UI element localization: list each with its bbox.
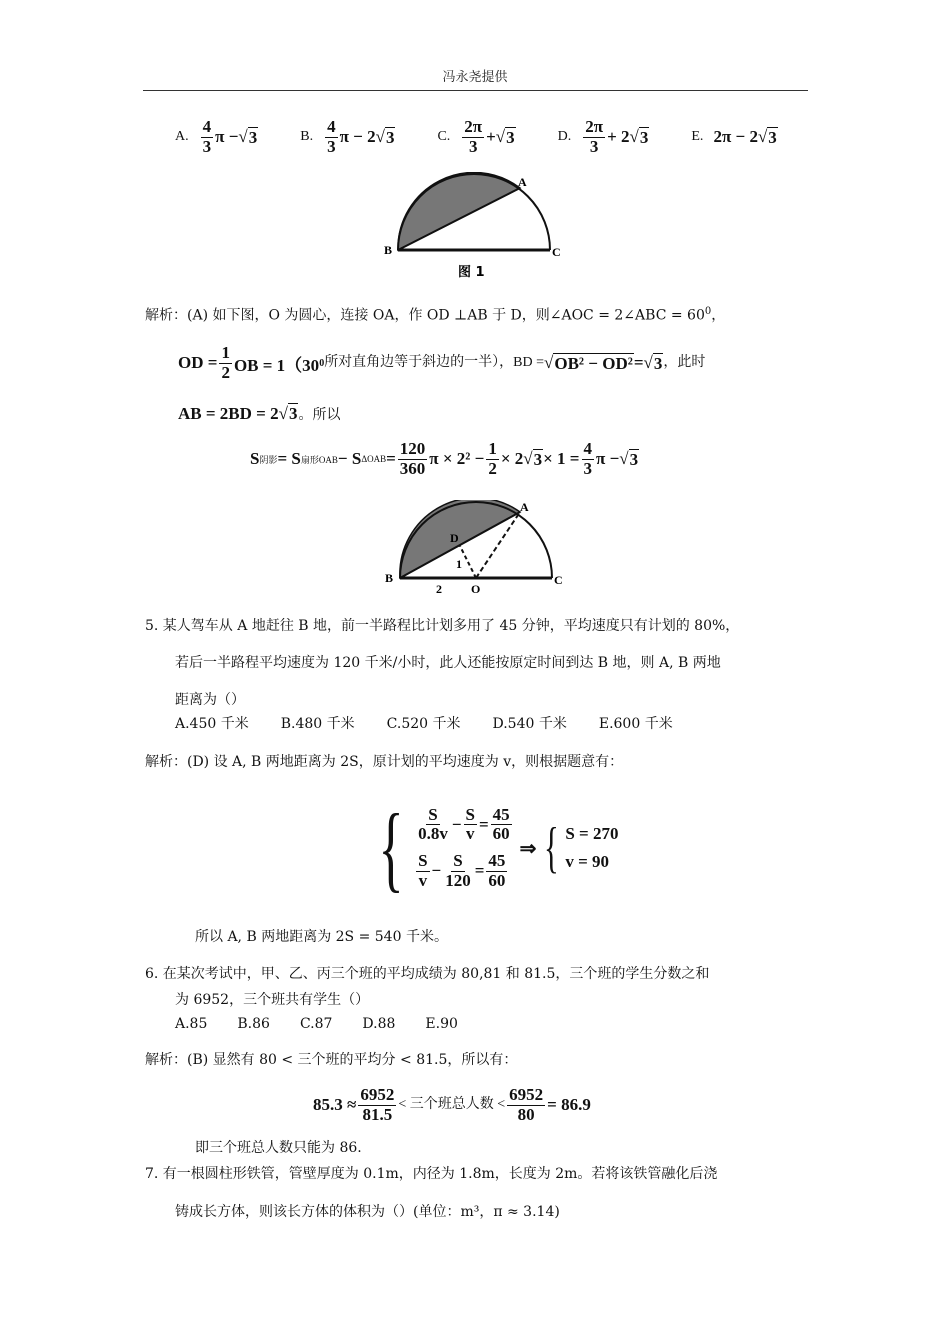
fig2-label-c: C [554,573,563,587]
fig2-od-dashed [460,546,476,578]
figure-1 [380,172,570,284]
q6-options [175,1016,458,1033]
q6-conclusion: 即三个班总人数只能为 86. [195,1140,362,1156]
q4-solution-line2: OD = $\frac{1}{2}$ OB = 1（30 0 所对直角边等于斜边的一半），BD = √ OB² − OD² = √ 3 ，此时 [178,343,706,382]
q5-line1: 5. 某人驾车从 A 地赶往 B 地，前一半路程比计划多用了 45 分钟，平均速度只有计划的 80%， [145,618,740,634]
q5-option-b: B.480 千米 [280,716,355,732]
q5-solution: 解析：(D) 设 A, B 两地距离为 2S，原计划的平均速度为 v，则根据题意有： [145,754,624,770]
q5-options [175,716,673,733]
fig2-label-2: 2 [436,582,442,596]
q6-option-a: A.85 [175,1016,208,1032]
q5-option-e: E.600 千米 [598,716,673,732]
q5-option-d: D.540 千米 [492,716,567,732]
q4-solution-line1: 解析：(A) 如下图，O 为圆心，连接 OA，作 OD ⊥AB 于 D，则∠AOC = 2∠ABC = $60^0$， [145,306,726,324]
q4-option-a: A. $\frac{4}{3}$ π − √ 3 [175,117,258,156]
q4-solution-line3: AB = 2BD = 2√3。所以 [178,404,341,423]
q5-result-v: v = 90 [565,852,610,871]
q6-option-b: B.86 [237,1016,270,1032]
fig1-label-b: B [384,243,393,257]
fig1-shaded-segment [398,172,520,250]
q6-line1: 6. 在某次考试中，甲、乙、丙三个班的平均成绩为 80,81 和 81.5，三个班的学生分数之和 [145,966,710,982]
q6-solution: 解析：(B) 显然有 80 < 三个班的平均分 < 81.5，所以有： [145,1052,518,1068]
q4-option-c: C. $\frac{2\pi}{3}$ + √ 3 [437,117,515,156]
fig2-label-1: 1 [456,557,462,571]
q4-solution-area-formula: S 阴影 = S 扇形OAB − S ΔOAB = $\frac{120}{360}$ π × 2² − $\frac{1}{2}$ × 2 √ 3 × 1 = $\frac{4}{3}$ π − √ 3 [250,439,639,478]
q4-options [175,118,778,156]
q5-option-c: C.520 千米 [386,716,461,732]
fig1-label-c: C [552,245,561,259]
fig2-label-a: A [520,500,529,514]
fig2-label-b: B [385,571,394,585]
figure-2 [380,500,570,596]
q5-equation-system: { $\frac{S}{0.8v}$ − $\frac{S}{v}$ = $\frac{45}{60}$ $\frac{S}{v}$ − $\frac{S}{120}$ = $\frac{45}{60}$ ⇒ { S = 270 v = 90 [378,794,619,901]
q6-option-c: C.87 [299,1016,333,1032]
q5-eq1: $\frac{S}{0.8v}$ − $\frac{S}{v}$ = $\frac{45}{60}$ [418,804,510,844]
q6-inequality: 85.3 ≈ $\frac{6952}{81.5}$ < 三个班总人数 < $\frac{6952}{80}$ = 86.9 [313,1085,591,1124]
fig2-label-o: O [471,582,481,596]
q5-option-a: A.450 千米 [175,716,249,732]
q6-line2: 为 6952，三个班共有学生（） [175,992,370,1008]
q5-line2: 若后一半路程平均速度为 120 千米/小时，此人还能按原定时间到达 B 地，则 A, B 两地 [175,655,721,671]
q5-line3: 距离为（） [175,692,245,708]
q4-option-b: B. $\frac{4}{3}$ π − 2 √ 3 [300,117,395,156]
fig2-label-d: D [450,531,459,545]
q5-result-s: S = 270 [565,824,619,843]
q7-line2: 铸成长方体，则该长方体的体积为（）(单位：m³，π ≈ 3.14) [175,1204,560,1220]
q5-conclusion: 所以 A, B 两地距离为 2S = 540 千米。 [195,929,448,945]
fig1-caption: 图 1 [458,265,485,280]
q6-option-d: D.88 [362,1016,396,1032]
q4-option-e: E. 2π − 2 √ 3 [691,127,777,147]
q5-eq2: $\frac{S}{v}$ − $\frac{S}{120}$ = $\frac{45}{60}$ [418,851,506,890]
q5-implies-arrow: ⇒ [519,837,537,860]
q4-option-d: D. $\frac{2\pi}{3}$ + 2 √ 3 [557,117,649,156]
fig1-label-a: A [518,175,527,189]
header-rule [143,90,808,91]
q7-line1: 7. 有一根圆柱形铁管，管壁厚度为 0.1m，内径为 1.8m，长度为 2m。若将该铁管融化后浇 [145,1166,718,1182]
q6-option-e: E.90 [425,1016,458,1032]
page-header: 冯永尧提供 [442,70,508,85]
